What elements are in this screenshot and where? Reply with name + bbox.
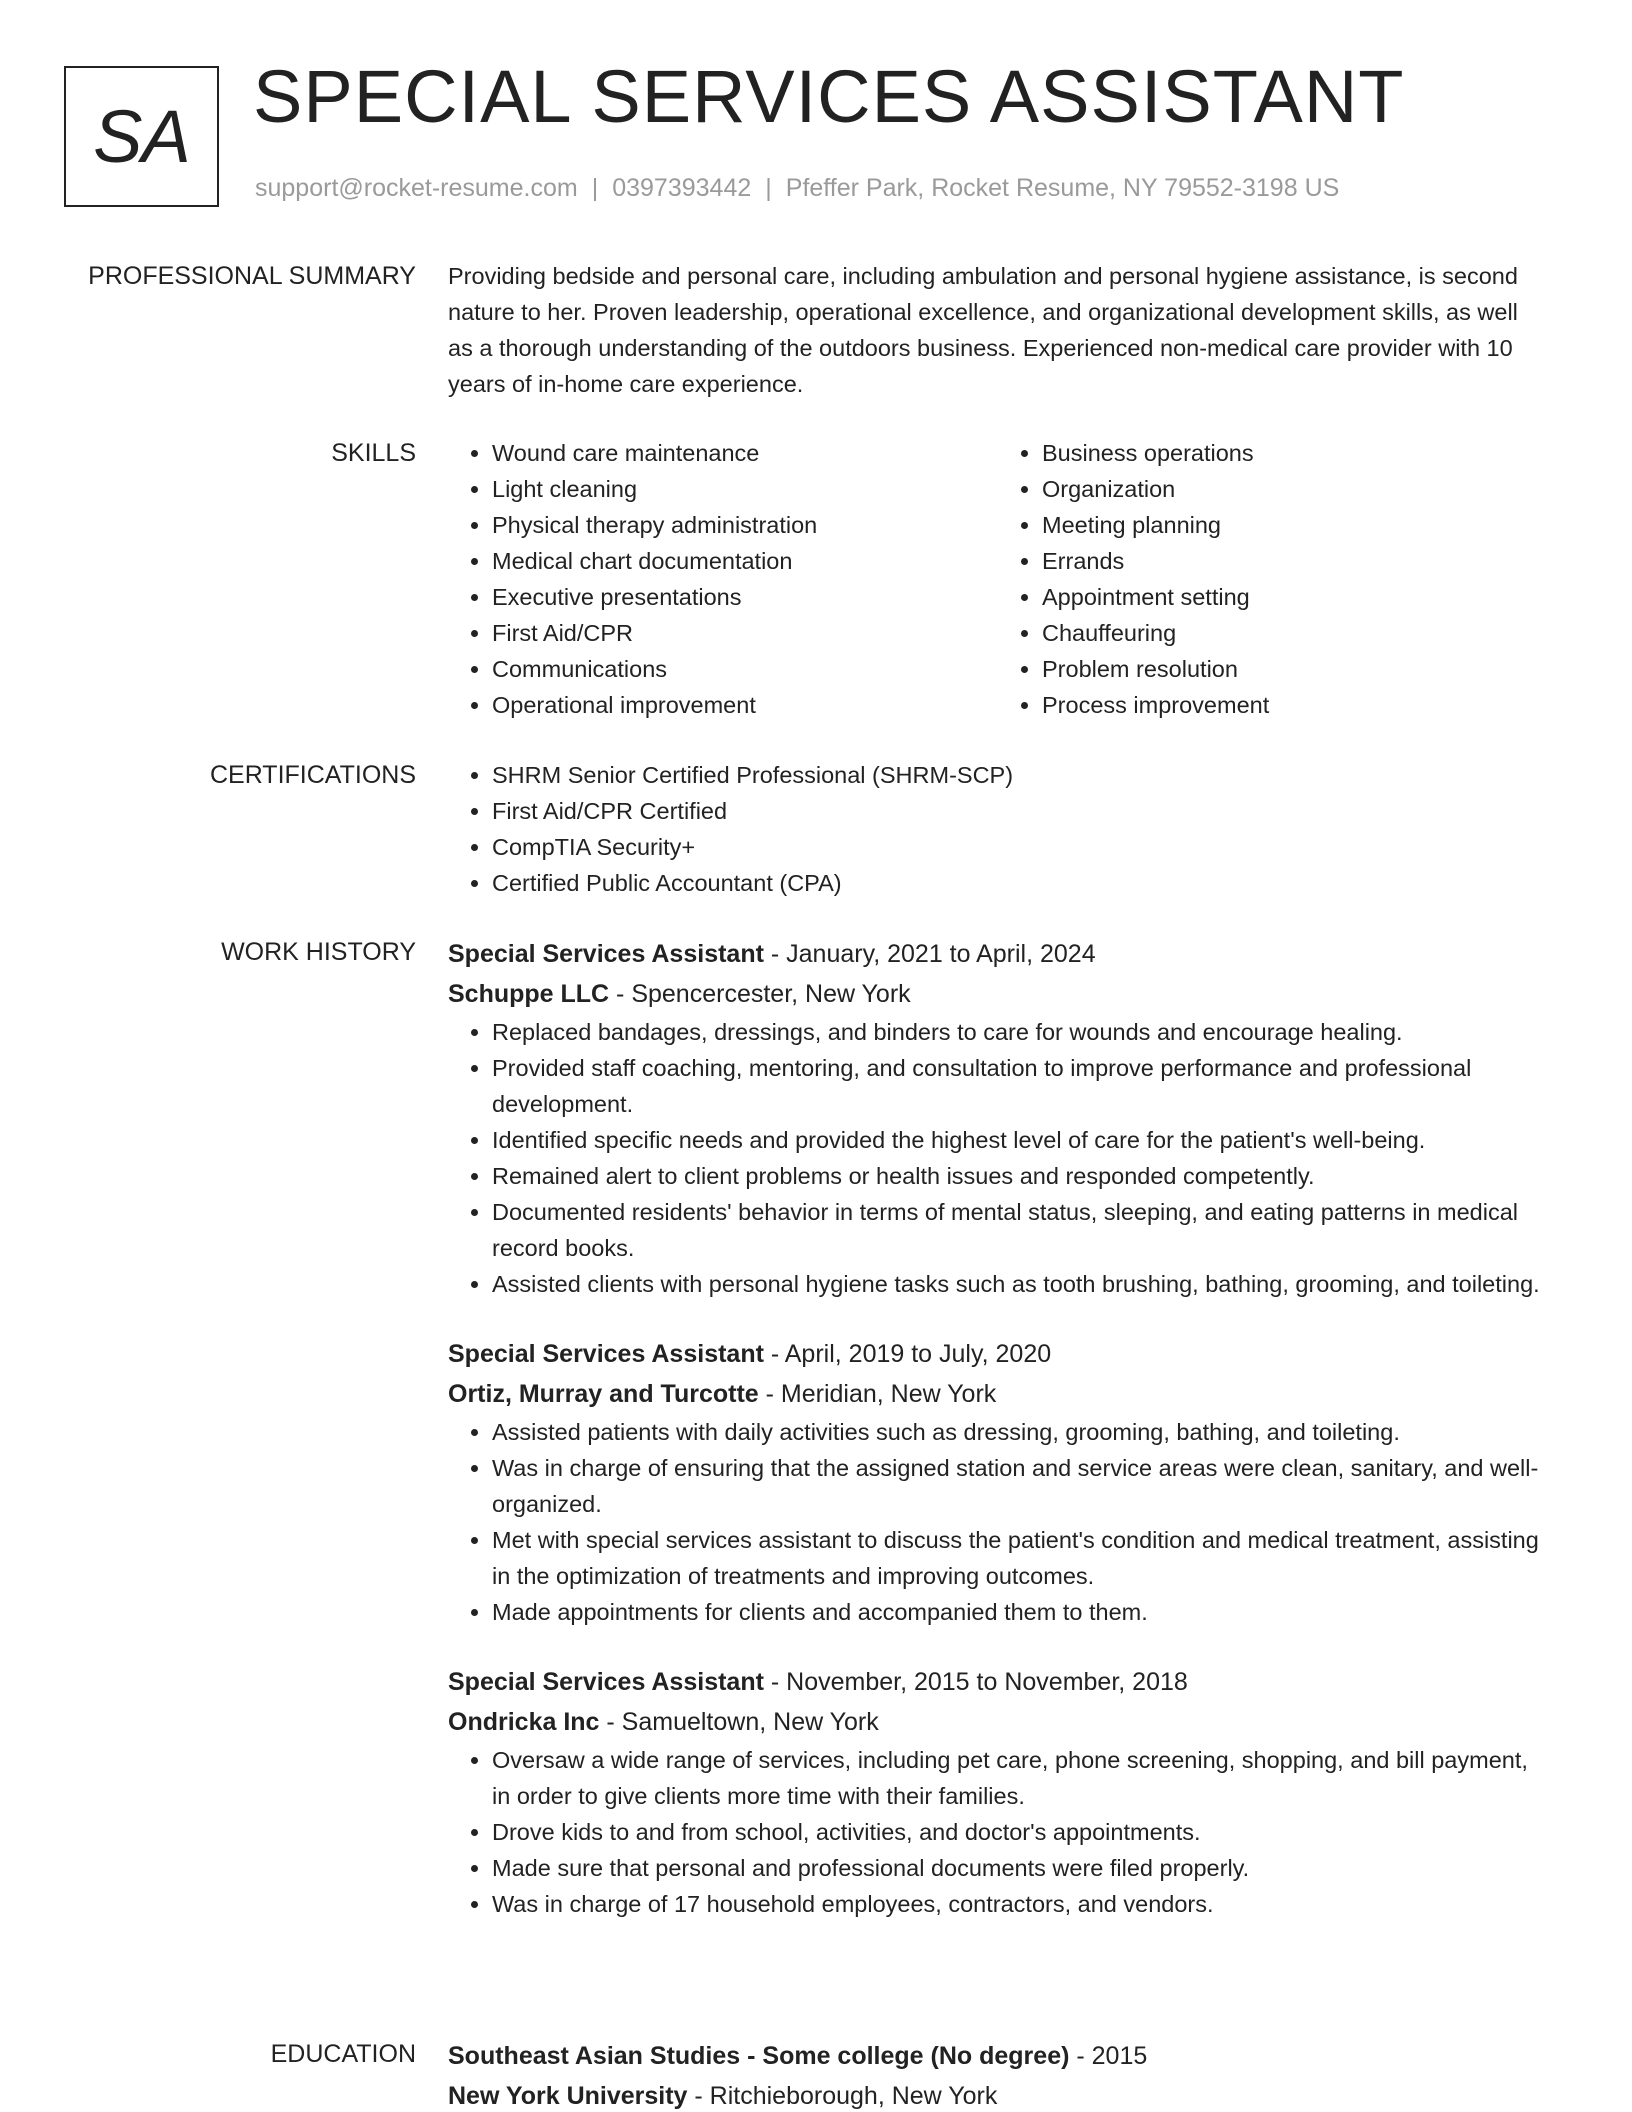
skill-item: • Chauffeuring [1042, 615, 1548, 651]
skill-item: • Problem resolution [1042, 651, 1548, 687]
certification-item: • First Aid/CPR Certified [492, 793, 1548, 829]
summary-label: PROFESSIONAL SUMMARY [88, 262, 416, 290]
certifications-label: CERTIFICATIONS [209, 761, 416, 789]
monogram-box [64, 66, 219, 207]
certification-item: • Certified Public Accountant (CPA) [492, 865, 1548, 901]
job-company: Schuppe LLC [448, 980, 610, 1008]
job-title: Special Services Assistant [448, 1668, 764, 1696]
skill-item: • Appointment setting [1042, 579, 1548, 615]
job-company-line [448, 1374, 1548, 1414]
contact-address: Pfeffer Park, Rocket Resume, NY 79552-3198 US [785, 174, 1340, 202]
job-bullet: • Identified specific needs and provided the highest level of care for the patient's well-being. [492, 1122, 1548, 1158]
skills-label: SKILLS [331, 439, 416, 467]
skill-item: • Organization [1042, 471, 1548, 507]
job-bullet: • Assisted clients with personal hygiene tasks such as tooth brushing, bathing, grooming, and toileting. [492, 1266, 1548, 1302]
job-company: Ondricka Inc [448, 1708, 600, 1736]
job-dates: - November, 2015 to November, 2018 [763, 1668, 1188, 1696]
job-title: Special Services Assistant [448, 940, 764, 968]
education-degree: Southeast Asian Studies - Some college (No degree) [448, 2042, 1070, 2070]
job-bullet: • Provided staff coaching, mentoring, and consultation to improve performance and professional development. [492, 1050, 1548, 1122]
job-title: Special Services Assistant [448, 1340, 764, 1368]
contact-separator: | [765, 174, 772, 202]
skill-item: • Meeting planning [1042, 507, 1548, 543]
work-body [448, 934, 1548, 1954]
job-title-line [448, 1662, 1548, 1702]
job-location: - Meridian, New York [758, 1380, 997, 1408]
education-location: - Ritchieborough, New York [687, 2082, 998, 2110]
job-bullets [448, 1014, 1548, 1302]
contact-line [255, 174, 1339, 203]
work-label: WORK HISTORY [221, 938, 416, 966]
resume-title: SPECIAL SERVICES ASSISTANT [253, 55, 1405, 138]
certification-item: • CompTIA Security+ [492, 829, 1548, 865]
skills-body [448, 435, 1548, 723]
job-title-line [448, 1334, 1548, 1374]
job-bullet: • Made sure that personal and professional documents were filed properly. [492, 1850, 1548, 1886]
skill-item: • Operational improvement [492, 687, 998, 723]
job-bullet: • Assisted patients with daily activities such as dressing, grooming, bathing, and toileting. [492, 1414, 1548, 1450]
skill-item: • Physical therapy administration [492, 507, 998, 543]
monogram-initials: SA [93, 95, 190, 178]
certification-item: • SHRM Senior Certified Professional (SHRM-SCP) [492, 757, 1548, 793]
job-bullet: • Oversaw a wide range of services, including pet care, phone screening, shopping, and bill payment, in order to give clients more time with their families. [492, 1742, 1548, 1814]
job-dates: - April, 2019 to July, 2020 [763, 1340, 1052, 1368]
job-bullet: • Documented residents' behavior in terms of mental status, sleeping, and eating patterns in medical record books. [492, 1194, 1548, 1266]
education-year: - 2015 [1069, 2042, 1148, 2070]
certifications-list [448, 757, 1548, 901]
job-dates: - January, 2021 to April, 2024 [763, 940, 1096, 968]
certifications-body [448, 757, 1548, 901]
contact-phone[interactable]: 0397393442 [612, 174, 752, 202]
job-company-line [448, 1702, 1548, 1742]
skill-item: • Executive presentations [492, 579, 998, 615]
job-bullet: • Drove kids to and from school, activities, and doctor's appointments. [492, 1814, 1548, 1850]
job-entry [448, 1662, 1548, 1922]
skill-item: • Medical chart documentation [492, 543, 998, 579]
job-company: Ortiz, Murray and Turcotte [448, 1380, 759, 1408]
education-body [448, 2036, 1548, 2112]
job-bullet: • Remained alert to client problems or health issues and responded competently. [492, 1158, 1548, 1194]
skill-item: • Communications [492, 651, 998, 687]
job-bullet: • Replaced bandages, dressings, and binders to care for wounds and encourage healing. [492, 1014, 1548, 1050]
skill-item: • Process improvement [1042, 687, 1548, 723]
education-school-line [448, 2076, 1548, 2112]
skill-item: • First Aid/CPR [492, 615, 998, 651]
job-location: - Samueltown, New York [599, 1708, 879, 1736]
contact-separator: | [591, 174, 599, 202]
skill-item: • Wound care maintenance [492, 435, 998, 471]
skill-item: • Business operations [1042, 435, 1548, 471]
job-bullet: • Made appointments for clients and accompanied them to them. [492, 1594, 1548, 1630]
job-bullet: • Met with special services assistant to discuss the patient's condition and medical treatment, assisting in the optimization of treatments and improving outcomes. [492, 1522, 1548, 1594]
job-entry [448, 934, 1548, 1302]
education-school: New York University [448, 2082, 688, 2110]
job-entry [448, 1334, 1548, 1630]
job-bullets [448, 1742, 1548, 1922]
job-title-line [448, 934, 1548, 974]
skill-item: • Light cleaning [492, 471, 998, 507]
education-label: EDUCATION [270, 2040, 416, 2068]
summary-text: Providing bedside and personal care, including ambulation and personal hygiene assistance, is second nature to her. Proven leadership, operational excellence, and organizational development skills, as well as a thorough understanding of the outdoors business. Experienced non-medical care provider with 10 years of in-home care experience. [448, 263, 1518, 397]
education-degree-line [448, 2036, 1548, 2076]
contact-email[interactable]: support@rocket-resume.com [255, 174, 578, 202]
job-company-line [448, 974, 1548, 1014]
job-location: - Spencercester, New York [609, 980, 911, 1008]
skills-list-right [998, 435, 1548, 723]
skill-item: • Errands [1042, 543, 1548, 579]
job-bullet: • Was in charge of 17 household employees, contractors, and vendors. [492, 1886, 1548, 1922]
job-bullet: • Was in charge of ensuring that the assigned station and service areas were clean, sanitary, and well-organized. [492, 1450, 1548, 1522]
summary-body [448, 258, 1548, 402]
job-bullets [448, 1414, 1548, 1630]
skills-list-left [448, 435, 998, 723]
